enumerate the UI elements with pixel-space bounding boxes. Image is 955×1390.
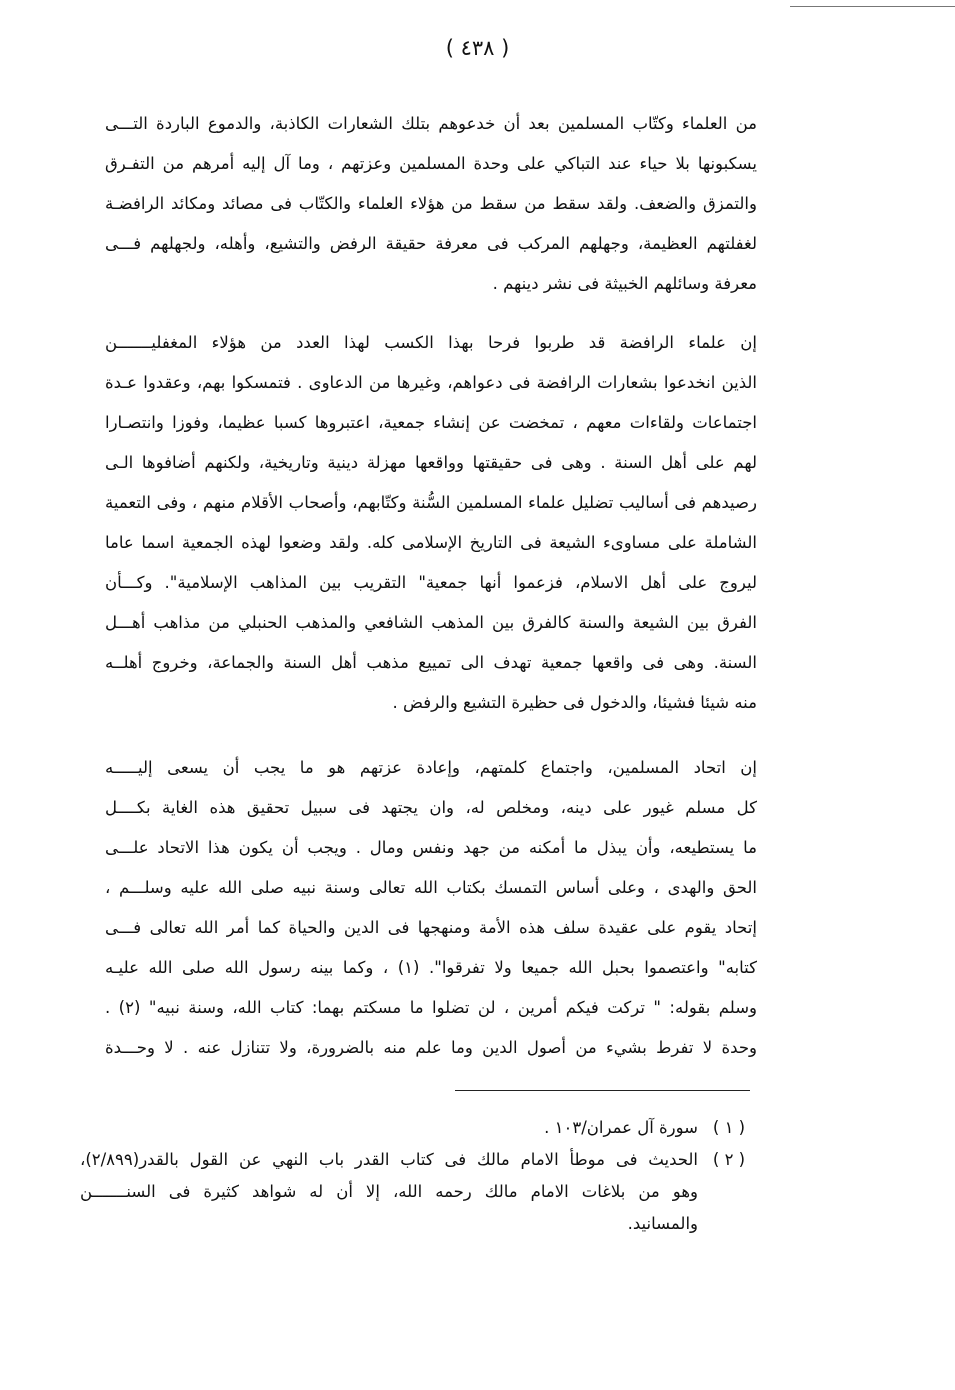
page-number: ( ٤٣٨ )	[445, 36, 510, 60]
text-line: اجتماعات ولقاءات معهم ، تمخضت عن إنشاء جمعية، اعتبروها كسبا عظيما، وفوزا وانتصـارا	[105, 413, 757, 432]
footnote-line: الحديث فى موطأ الامام مالك فى كتاب القدر باب النهي عن القول بالقدر(٢/٨٩٩)،	[80, 1150, 698, 1169]
text-line: وحدة لا تفرط بشيء من أصول الدين وما علم منه بالضرورة، ولا تتنازل عنه . لا وحـــدة	[105, 1038, 757, 1057]
text-line: إن علماء الرافضة قد طربوا فرحا بهذا الكسب لهذا العدد من هؤلاء المغفليـــــــن	[105, 333, 757, 352]
text-line: والتمزق والضعف. ولقد سقط من سقط من هؤلاء العلماء والكتّاب فى مصائد ومكائد الرافضـة	[105, 194, 757, 213]
paragraph-3	[105, 748, 757, 1068]
footnote-line: وهو من بلاغات الامام مالك رحمه الله، إلا أن له شواهد كثيرة فى السنـــــــن	[80, 1182, 698, 1201]
text-line: لهم على أهل السنة . وهى فى حقيقتها وواقعها مهزلة دينية وتاريخية، ولكنهم أضافوها الـى	[105, 453, 757, 472]
top-edge-rule	[790, 6, 955, 7]
paragraph-1	[105, 104, 757, 304]
footnote-number: ( ٢ )	[712, 1150, 746, 1169]
footnote-line: والمسانيد.	[627, 1214, 698, 1233]
text-line: الفرق بين الشيعة والسنة كالفرق بين المذهب الشافعي والمذهب الحنبلي من مذاهب أهـــل	[105, 613, 757, 632]
footnote-text	[80, 1112, 698, 1144]
text-line: كتابه" واعتصموا بحبل الله جميعا ولا تفرقوا". (١) ، وكما بينه رسول الله صلى الله عليـه	[105, 958, 757, 977]
footnote-text	[80, 1144, 698, 1240]
footnote-number: ( ١ )	[712, 1118, 746, 1137]
footnote-line: سورة آل عمران/١٠٣ .	[544, 1118, 698, 1137]
text-line: من العلماء وكتّاب المسلمين بعد أن خدعوهم بتلك الشعارات الكاذبة، والدموع الباردة التـــى	[105, 114, 757, 133]
text-line: الذين انخدعوا بشعارات الرافضة فى دعواهم، وغيرها من الدعاوى . فتمسكوا بهم، وعقدوا عـدة	[105, 373, 757, 392]
footnote-separator	[455, 1090, 750, 1091]
text-line: رصيدهم فى أساليب تضليل علماء المسلمين السُّنة وكتّابهم، وأصحاب الأقلام منهم ، وفى التعمية	[105, 493, 757, 512]
footnotes	[80, 1112, 760, 1240]
text-line: منه شيئا فشيئا، والدخول فى حظيرة التشيع والرفض .	[392, 693, 757, 712]
text-line: يسكبونها بلا حياء عند التباكي على وحدة المسلمين وعزتهم ، وما آل إليه أمرهم من التفـرق	[105, 154, 757, 173]
text-line: إتحاد يقوم على عقيدة سلف هذه الأمة ومنهجها فى الدين والحياة كما أمر الله تعالى فـــى	[105, 918, 757, 937]
text-line: السنة. وهى فى واقعها جمعية تهدف الى تمييع مذهب أهل السنة والجماعة، وخروج أهلــه	[105, 653, 757, 672]
text-line: معرفة وسائلهم الخبيثة فى نشر دينهم .	[492, 274, 757, 293]
text-line: وسلم بقوله: " تركت فيكم أمرين ، لن تضلوا ما مسكتم بهما: كتاب الله، وسنة نبيه" (٢) .	[105, 998, 757, 1017]
footnote-2	[80, 1144, 760, 1240]
text-line: كل مسلم غيور على دينه، ومخلص له، وان يجتهد فى سبيل تحقيق هذه الغاية بكــــل	[105, 798, 757, 817]
footnote-1	[80, 1112, 760, 1144]
text-line: الحق والهدى ، وعلى أساس التمسك بكتاب الله تعالى وسنة نبيه صلى الله عليه وسلـــم ،	[105, 878, 757, 897]
text-line: لغفلتهم العظيمة، وجهلهم المركب فى معرفة حقيقة الرفض والتشيع، وأهله، ولجهلهم فـــى	[105, 234, 757, 253]
text-line: ما يستطيعه، وأن يبذل ما أمكنه من جهد ونفس ومال . ويجب أن يكون هذا الاتحاد علـــى	[105, 838, 757, 857]
text-line: ليروج على أهل الاسلام، فزعموا أنها جمعية" التقريب بين المذاهب الإسلامية". وكـــأن	[105, 573, 757, 592]
text-line: إن اتحاد المسلمين، واجتماع كلمتهم، وإعادة عزتهم هو ما يجب أن يسعى إليـــــه	[105, 758, 757, 777]
paragraph-2	[105, 323, 757, 723]
text-line: الشاملة على مساوىء الشيعة فى التاريخ الإسلامى كله. ولقد وضعوا لهذه الجمعية اسما عاما	[105, 533, 757, 552]
